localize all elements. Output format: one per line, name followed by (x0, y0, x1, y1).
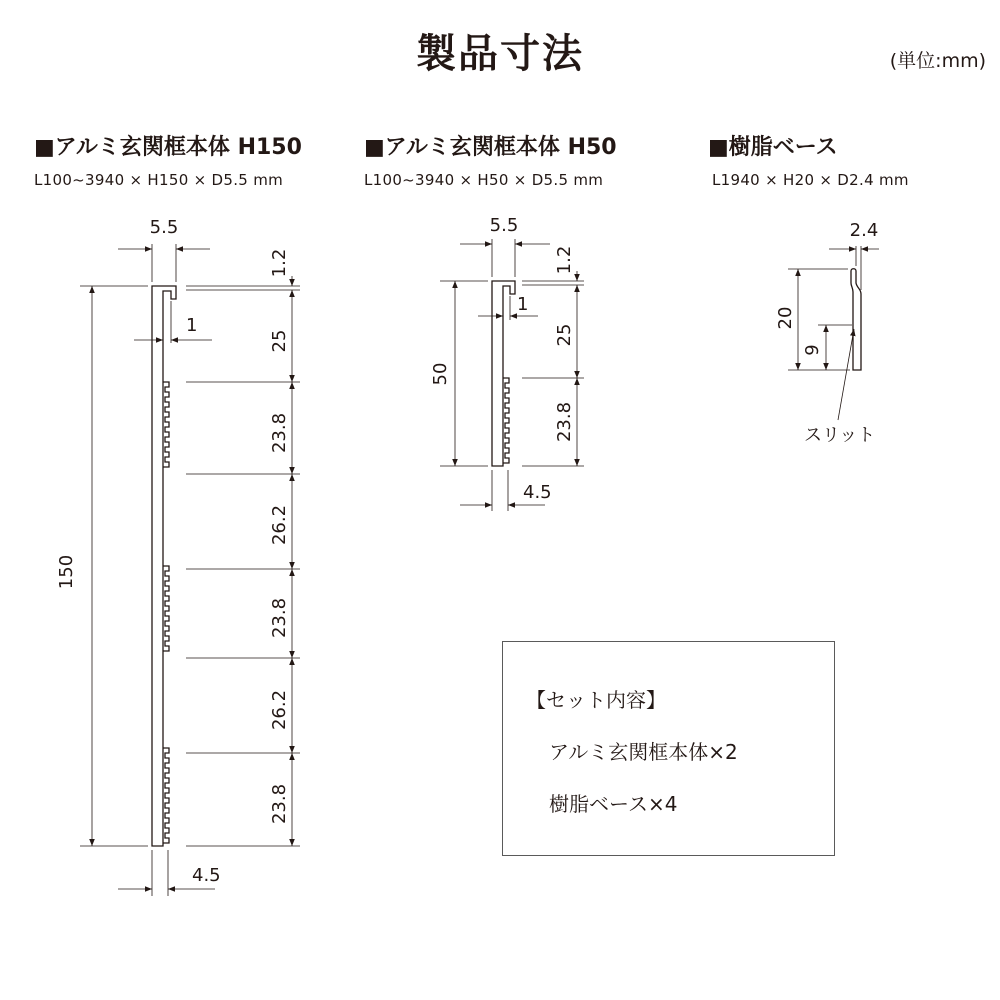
teeth-band-1 (163, 382, 169, 467)
set-contents-heading: 【セット内容】 (526, 688, 666, 712)
product-title-resin-base: ■樹脂ベース (708, 135, 838, 160)
product-spec-resin-base: L1940 × H20 × D2.4 mm (712, 171, 909, 189)
dim-h50-bottom-depth: 4.5 (523, 482, 552, 503)
dim-h150-top-depth: 5.5 (149, 217, 179, 238)
dim-h150-lip-height: 1.2 (269, 248, 290, 278)
dim-h150-segment-1: 25 (269, 329, 290, 353)
dim-base-depth: 2.4 (849, 220, 879, 241)
dimension-labels-h150 (56, 217, 290, 886)
dim-h50-segment-1: 25 (554, 323, 575, 347)
product-title-h50: ■アルミ玄関框本体 H50 (364, 135, 617, 160)
dim-h150-bottom-depth: 4.5 (192, 865, 221, 886)
dim-h150-segment-4: 23.8 (269, 597, 290, 639)
dim-h50-segment-2: 23.8 (554, 401, 575, 443)
dimension-lines-h50 (440, 239, 584, 511)
dim-h50-lip-height: 1.2 (554, 245, 575, 275)
dim-h150-overall-height: 150 (56, 554, 77, 590)
profile-h50 (492, 281, 515, 466)
product-title-h150: ■アルミ玄関框本体 H150 (34, 135, 302, 160)
teeth-band-h50 (503, 378, 509, 463)
dim-h150-lip-gap: 1 (186, 315, 198, 336)
dim-base-slit-height: 9 (802, 344, 823, 356)
profile-resin-base (851, 269, 861, 370)
set-contents-item-1: アルミ玄関框本体×2 (549, 740, 738, 764)
dim-h50-lip-gap: 1 (517, 294, 529, 315)
dim-h150-segment-3: 26.2 (269, 504, 290, 546)
dim-h150-segment-2: 23.8 (269, 412, 290, 454)
slit-label: スリット (804, 425, 876, 446)
dimension-lines-resin-base (788, 246, 879, 420)
dimension-labels-resin-base (775, 220, 878, 446)
teeth-band-3 (163, 748, 169, 843)
dim-h50-overall-height: 50 (430, 362, 451, 386)
profile-h150 (152, 286, 176, 846)
dimension-lines-h150 (80, 244, 300, 896)
teeth-band-2 (163, 566, 169, 651)
product-spec-h150: L100~3940 × H150 × D5.5 mm (34, 171, 284, 189)
dim-h50-top-depth: 5.5 (489, 215, 519, 236)
page-title: 製品寸法 (416, 31, 584, 77)
dim-h150-segment-5: 26.2 (269, 689, 290, 731)
product-spec-h50: L100~3940 × H50 × D5.5 mm (364, 171, 604, 189)
unit-label: (単位:mm) (889, 50, 986, 72)
dim-base-height: 20 (775, 306, 796, 330)
dim-h150-segment-6: 23.8 (269, 783, 290, 825)
set-contents-item-2: 樹脂ベース×4 (549, 792, 678, 816)
